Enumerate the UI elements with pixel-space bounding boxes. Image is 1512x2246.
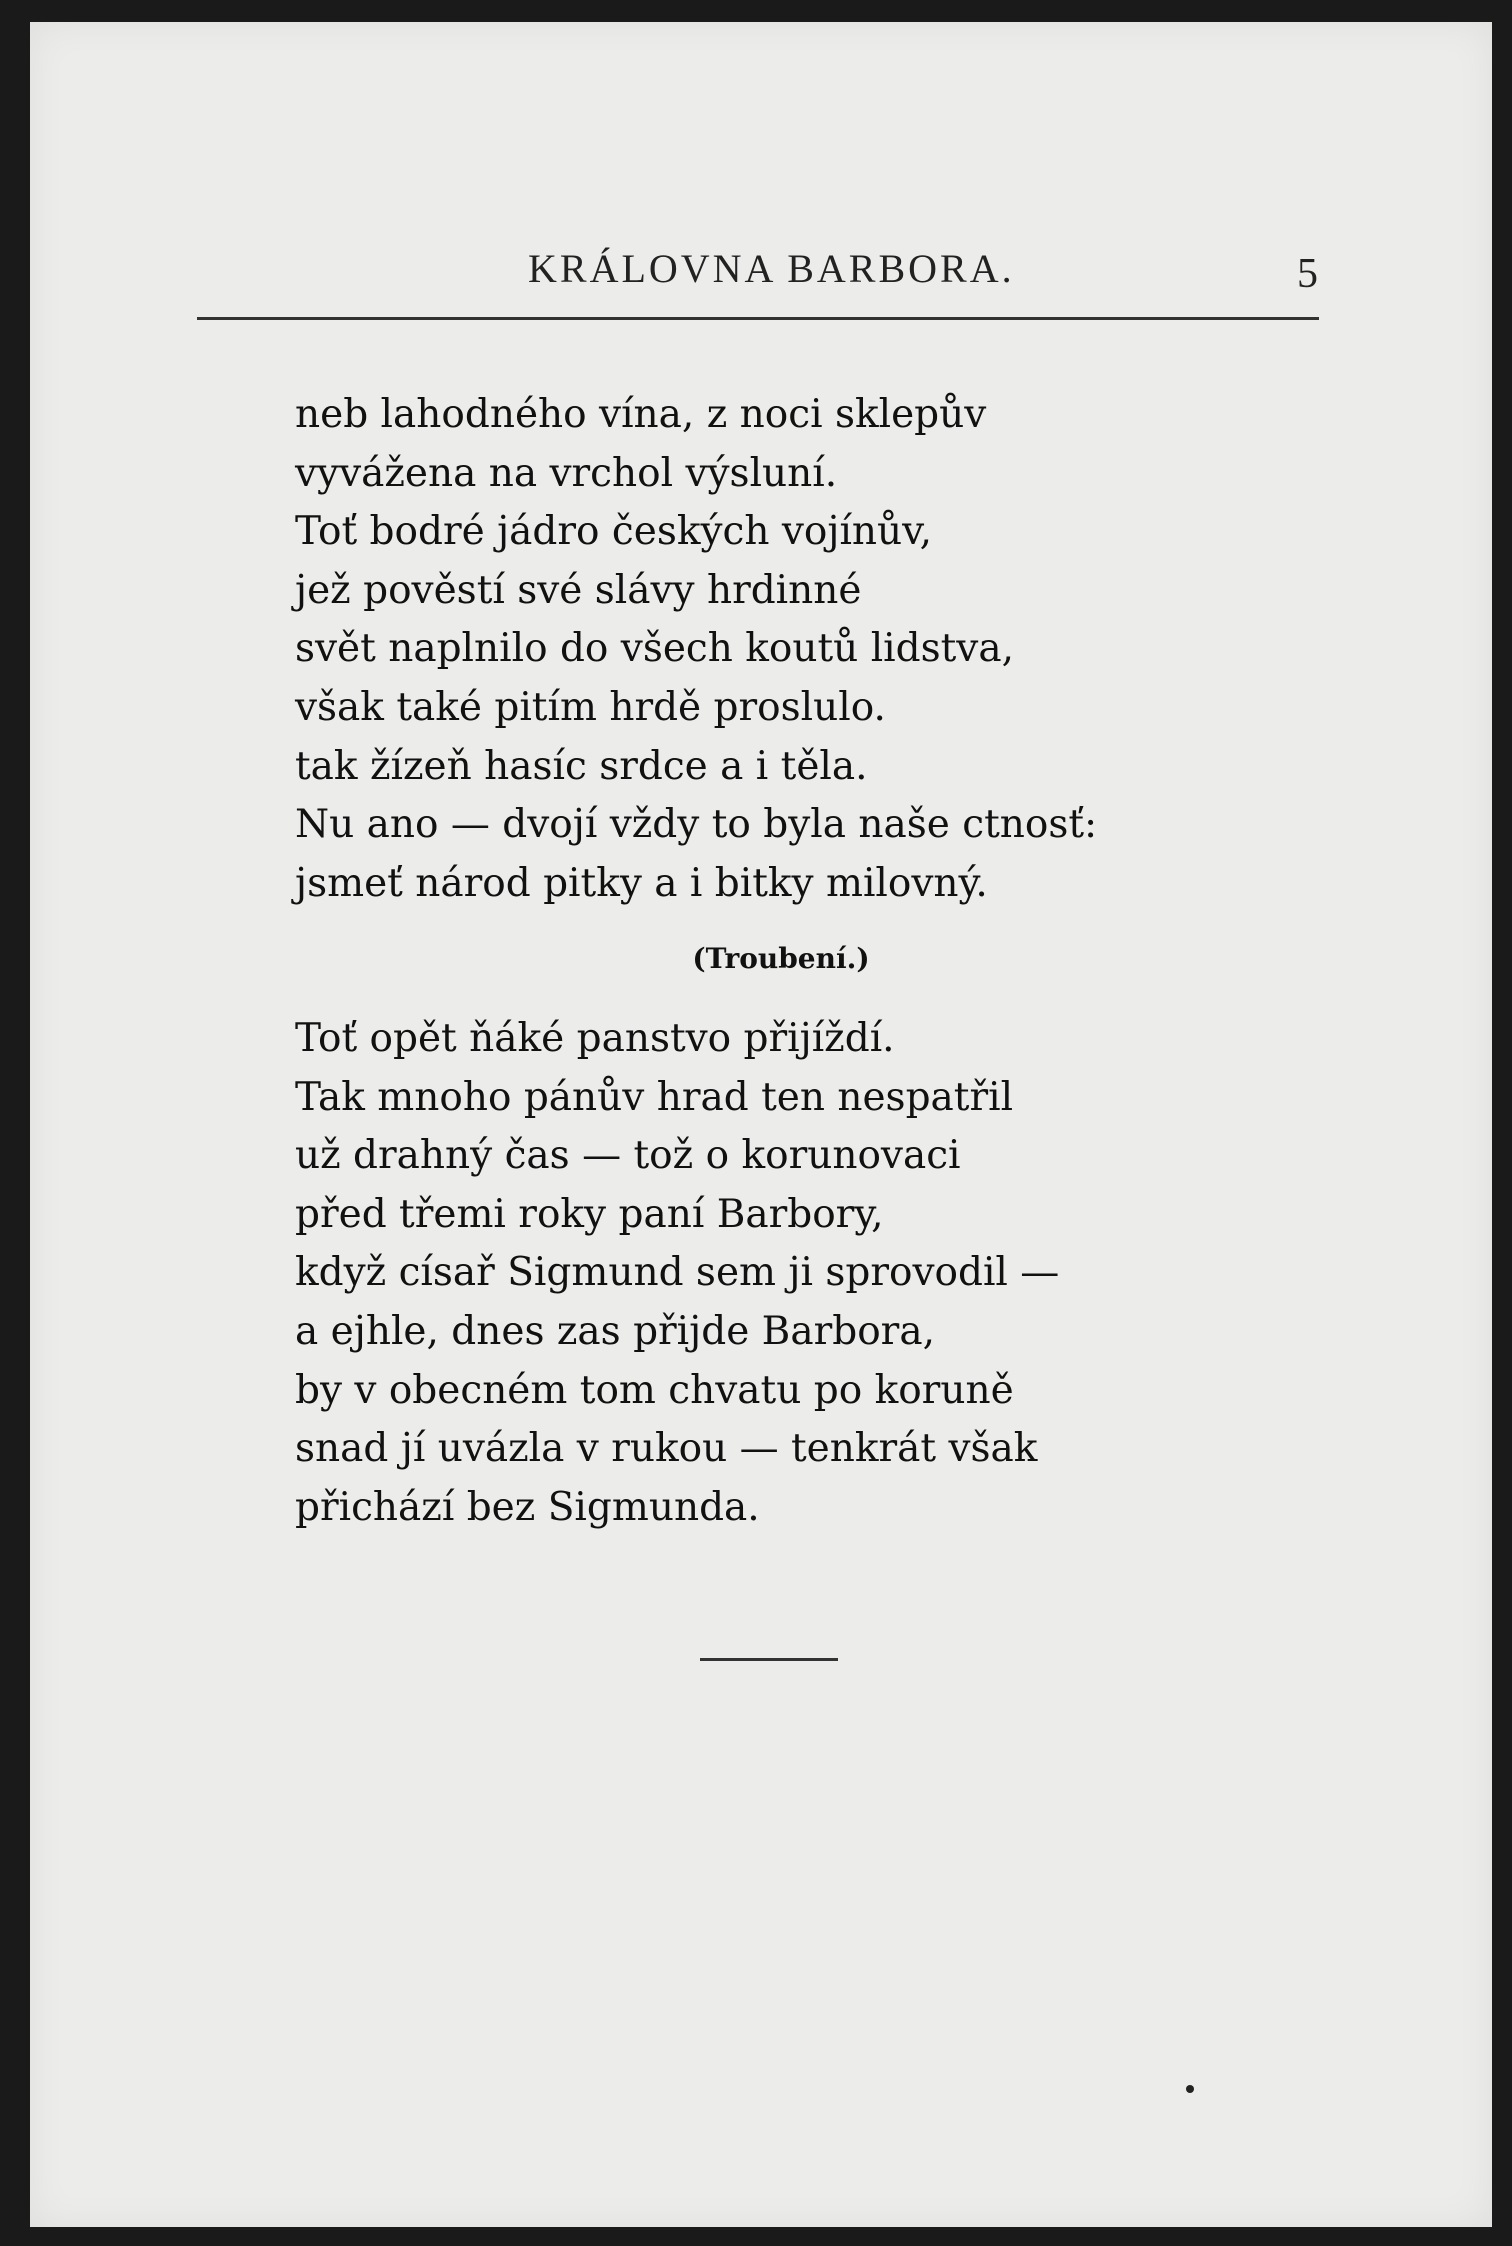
verse-line: Toť opět ňáké panstvo přijíždí. <box>295 1016 895 1061</box>
verse-line: už drahný čas — tož o korunovaci <box>295 1133 961 1179</box>
verse-line: jsmeť národ pitky a i bitky milovný. <box>295 860 988 906</box>
verse-line: a ejhle, dnes zas přijde Barbora, <box>295 1308 935 1354</box>
page-number: 5 <box>1297 251 1318 297</box>
header-rule <box>197 317 1319 320</box>
stage-direction: (Troubení.) <box>692 942 870 975</box>
verse-line: snad jí uvázla v rukou — tenkrát však <box>295 1426 1038 1472</box>
verse-line: před třemi roky paní Barbory, <box>295 1191 884 1237</box>
verse-stanza-1 <box>295 386 1097 913</box>
verse-line: přichází bez Sigmunda. <box>295 1484 760 1530</box>
verse-stanza-2 <box>295 1010 1059 1537</box>
verse-line: by v obecném tom chvatu po koruně <box>295 1367 1014 1413</box>
verse-line: však také pitím hrdě proslulo. <box>295 684 886 730</box>
verse-line: vyvážena na vrchol výsluní. <box>295 450 838 496</box>
verse-line: Tak mnoho pánův hrad ten nespatřil <box>295 1074 1014 1120</box>
verse-line: Nu ano — dvojí vždy to byla naše ctnosť: <box>295 802 1098 848</box>
verse-line: neb lahodného vína, z noci sklepův <box>295 392 987 437</box>
running-header-title: KRÁLOVNA BARBORA. <box>528 246 1015 291</box>
verse-line: jež pověstí své slávy hrdinné <box>295 567 862 613</box>
verse-line: když císař Sigmund sem ji sprovodil — <box>295 1250 1060 1296</box>
ink-speck <box>1186 2085 1194 2093</box>
verse-line: tak žízeň hasíc srdce a i těla. <box>295 743 868 789</box>
section-end-rule <box>700 1658 838 1661</box>
verse-line: Toť bodré jádro českých vojínův, <box>295 509 932 555</box>
verse-line: svět naplnilo do všech koutů lidstva, <box>295 626 1014 672</box>
